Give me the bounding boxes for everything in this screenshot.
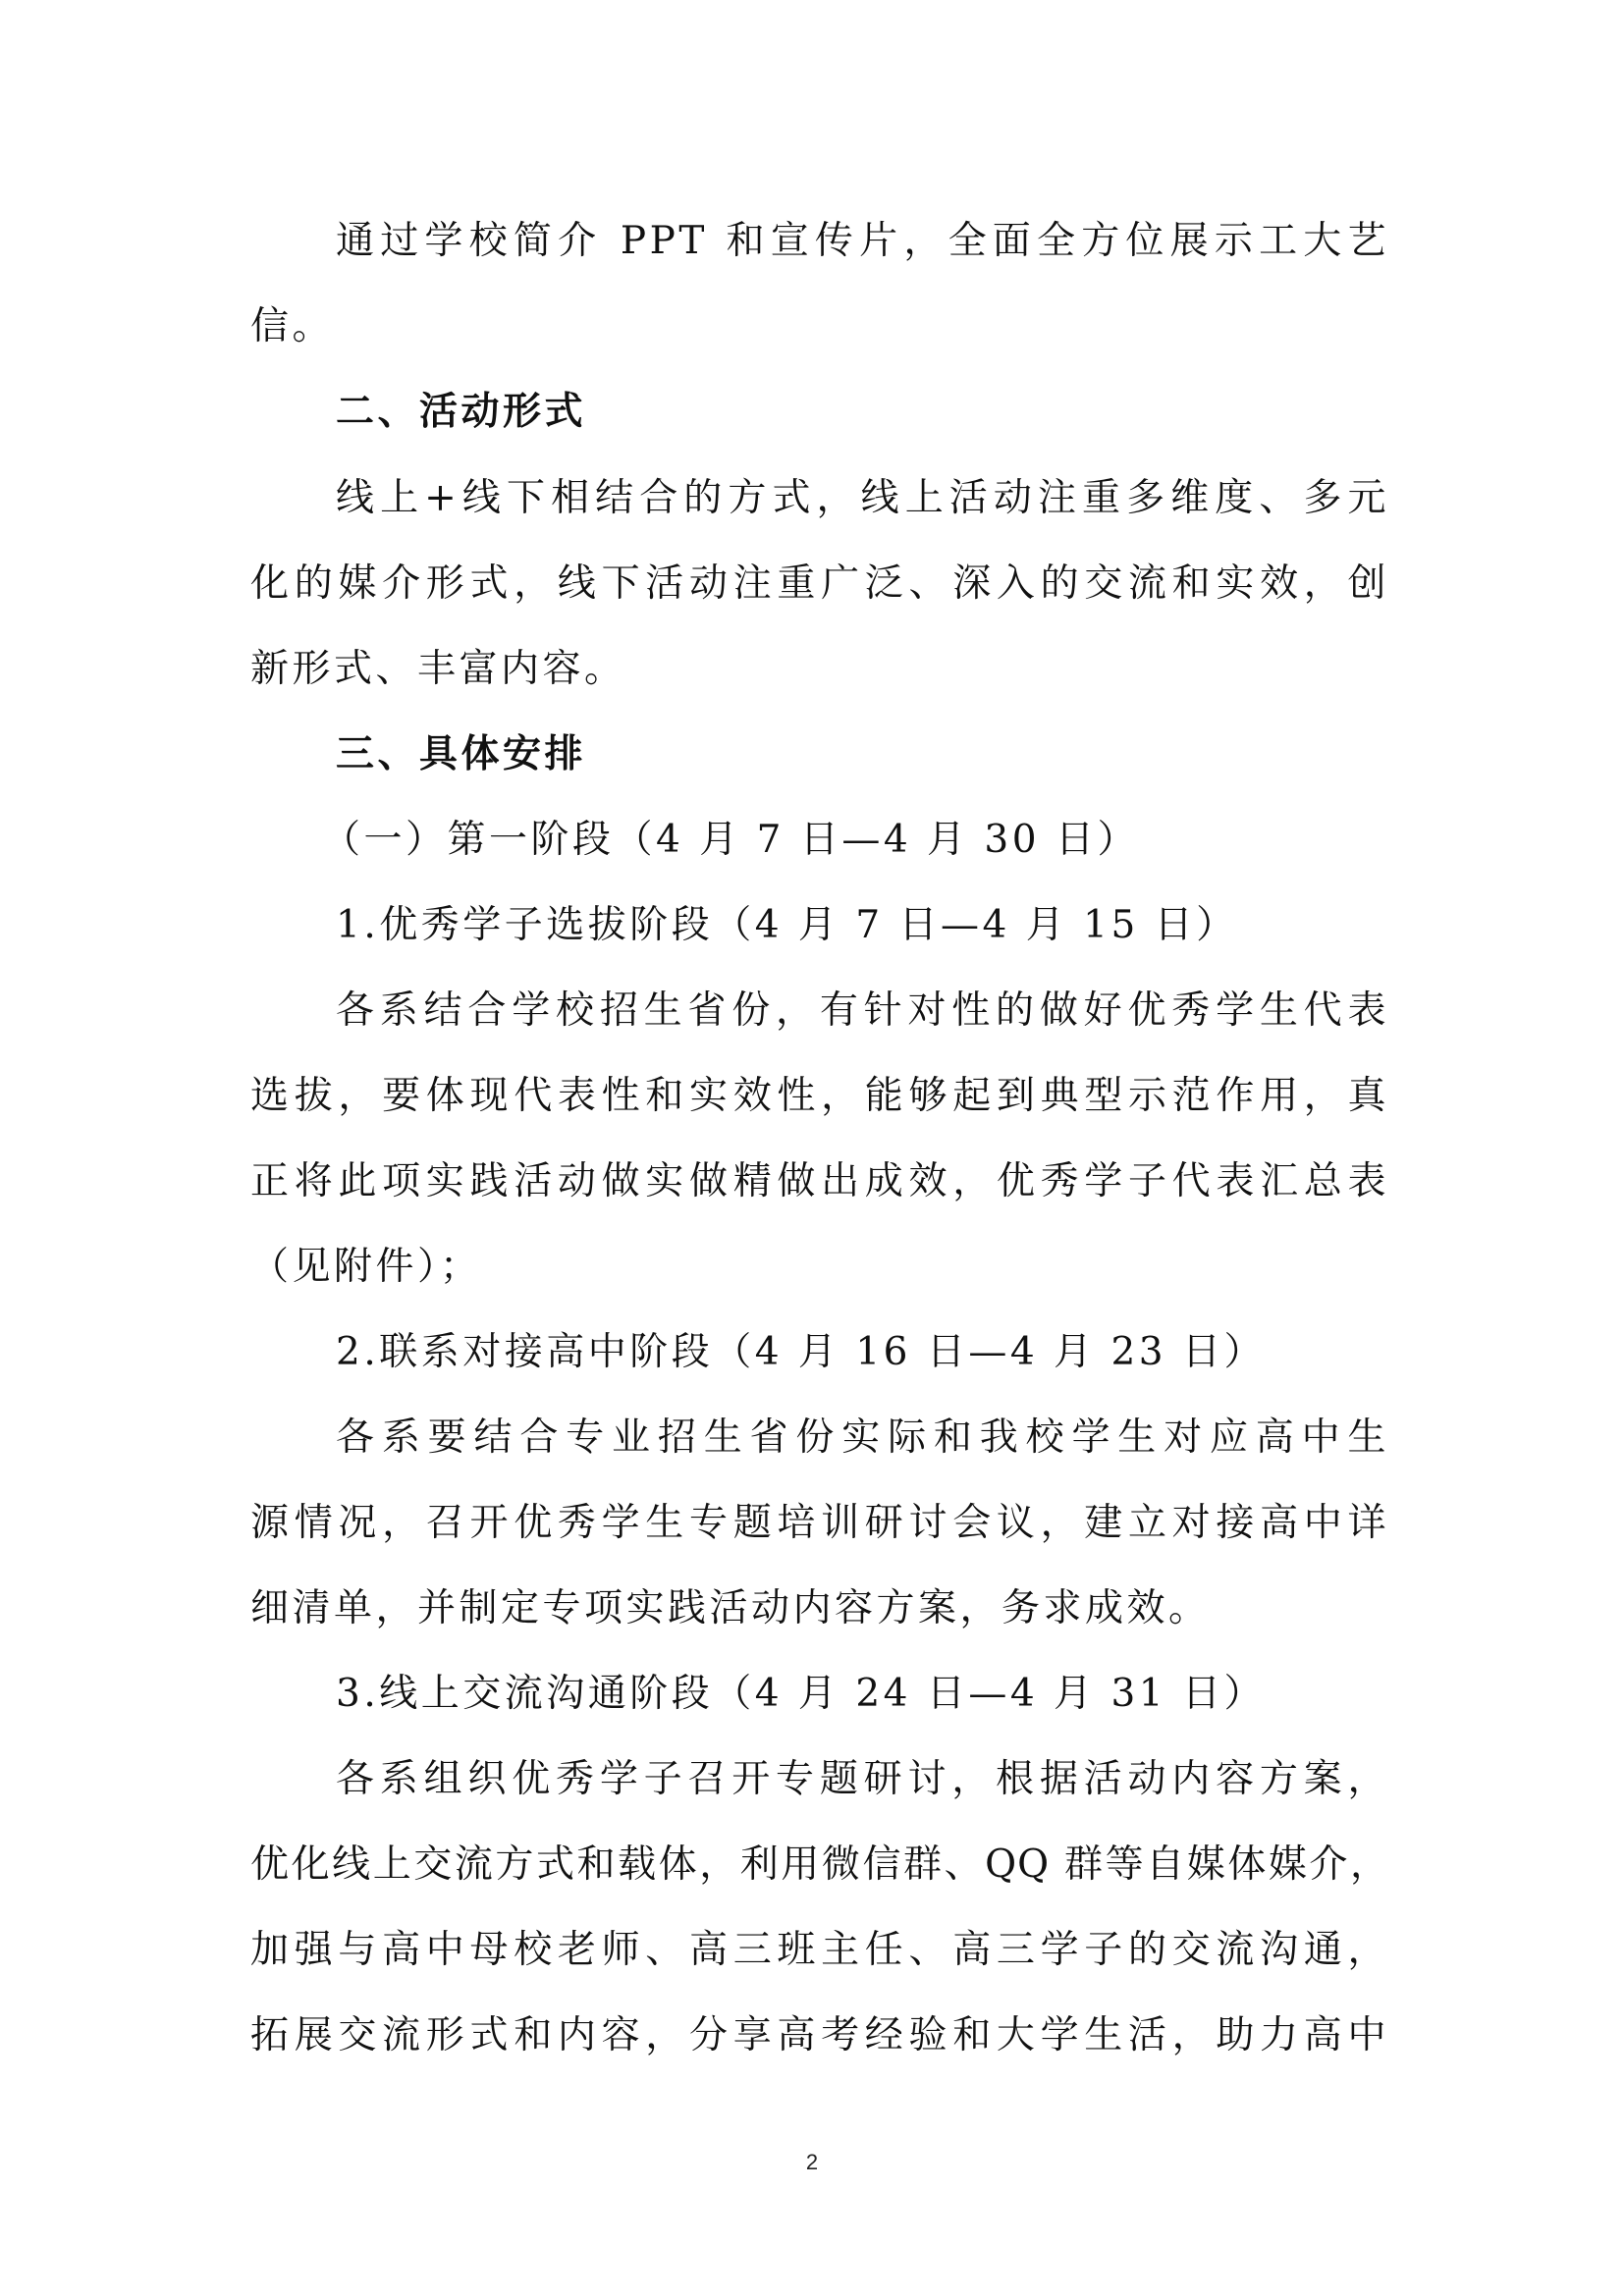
item-heading: 2.联系对接高中阶段（4 月 16 日—4 月 23 日） bbox=[336, 1330, 1266, 1374]
paragraph-line: 各系结合学校招生省份，有针对性的做好优秀学生代表 bbox=[336, 988, 1389, 1033]
section-heading: 三、具体安排 bbox=[336, 732, 587, 776]
paragraph-line: 新形式、丰富内容。 bbox=[250, 647, 626, 691]
paragraph-line: 细清单，并制定专项实践活动内容方案，务求成效。 bbox=[250, 1586, 1211, 1630]
section-heading: 二、活动形式 bbox=[336, 390, 587, 434]
paragraph-line: 各系要结合专业招生省份实际和我校学生对应高中生 bbox=[336, 1415, 1389, 1460]
paragraph-line: 正将此项实践活动做实做精做出成效，优秀学子代表汇总表 bbox=[250, 1159, 1389, 1203]
paragraph-line: 源情况，召开优秀学生专题培训研讨会议，建立对接高中详 bbox=[250, 1501, 1389, 1545]
subsection-heading: （一）第一阶段（4 月 7 日—4 月 30 日） bbox=[322, 818, 1139, 862]
item-heading: 1.优秀学子选拔阶段（4 月 7 日—4 月 15 日） bbox=[336, 903, 1238, 947]
paragraph-line: 选拔，要体现代表性和实效性，能够起到典型示范作用，真 bbox=[250, 1074, 1389, 1118]
paragraph-line: 化的媒介形式，线下活动注重广泛、深入的交流和实效，创 bbox=[250, 561, 1389, 606]
paragraph-line: 信。 bbox=[250, 304, 335, 348]
paragraph-line: （见附件）； bbox=[250, 1245, 482, 1289]
paragraph-line: 通过学校简介 PPT 和宣传片，全面全方位展示工大艺 bbox=[336, 219, 1389, 263]
paragraph-line: 线上+线下相结合的方式，线上活动注重多维度、多元 bbox=[336, 476, 1389, 520]
paragraph-line: 各系组织优秀学子召开专题研讨，根据活动内容方案， bbox=[336, 1757, 1389, 1801]
item-heading: 3.线上交流沟通阶段（4 月 24 日—4 月 31 日） bbox=[336, 1672, 1266, 1716]
paragraph-line: 拓展交流形式和内容，分享高考经验和大学生活，助力高中 bbox=[250, 2013, 1389, 2057]
page-number: 2 bbox=[805, 2150, 819, 2174]
paragraph-line: 优化线上交流方式和载体，利用微信群、QQ 群等自媒体媒介， bbox=[250, 1842, 1389, 1887]
paragraph-line: 加强与高中母校老师、高三班主任、高三学子的交流沟通， bbox=[250, 1928, 1389, 1972]
